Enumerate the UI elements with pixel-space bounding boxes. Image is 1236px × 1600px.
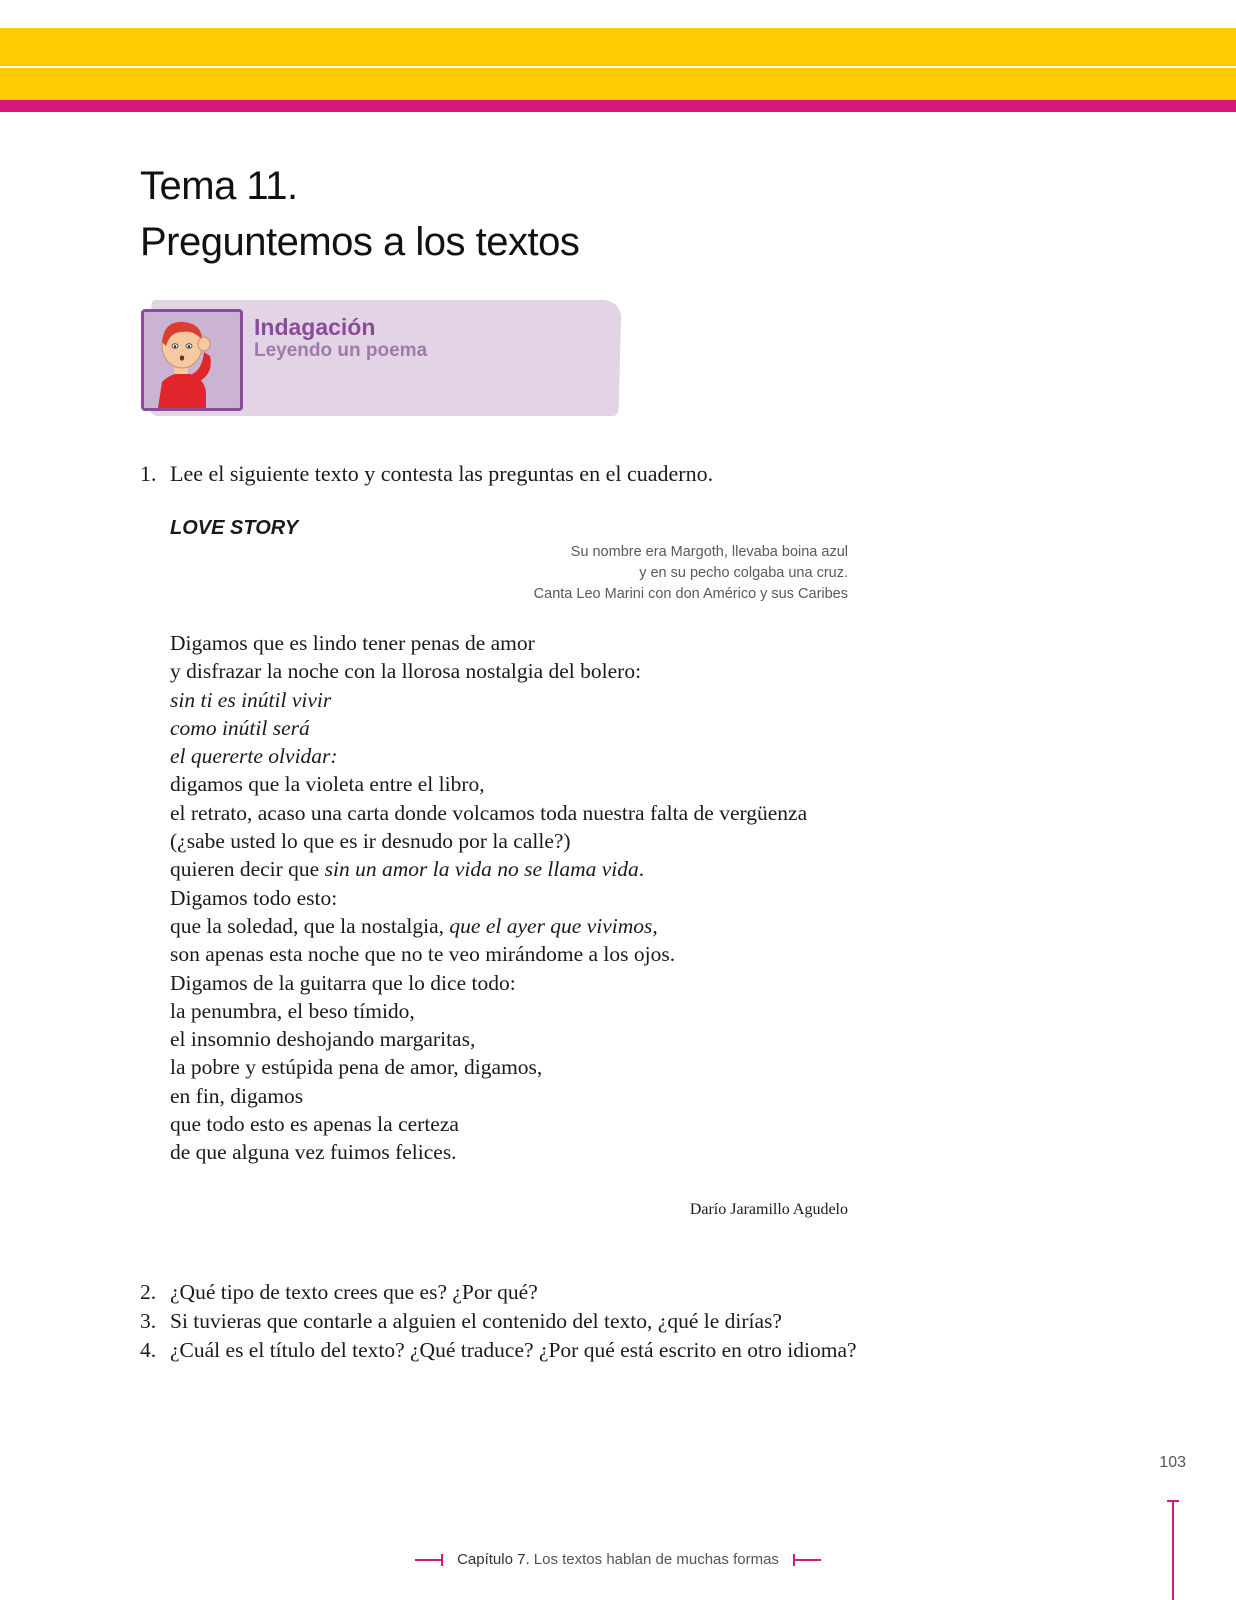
poem-line: la pobre y estúpida pena de amor, digamos, — [170, 1055, 543, 1080]
question-text: ¿Qué tipo de texto crees que es? ¿Por qué? — [170, 1280, 538, 1304]
poem-line: de que alguna vez fuimos felices. — [170, 1140, 457, 1165]
poem-line: (¿sabe usted lo que es ir desnudo por la calle?) — [170, 829, 571, 854]
poem-line: y disfrazar la noche con la llorosa nostalgia del bolero: — [170, 659, 642, 684]
title-line-1: Tema 11. — [140, 164, 298, 208]
footer-title: Los textos hablan de muchas formas — [529, 1551, 779, 1568]
footer-marker-left — [415, 1559, 443, 1561]
poem-line-part: quieren decir que — [170, 857, 325, 882]
thinking-boy-icon — [141, 309, 243, 411]
question-number: 1. — [140, 461, 157, 486]
question-1 — [140, 461, 713, 487]
poem-line-part: que la soledad, que la nostalgia, — [170, 913, 450, 938]
question-text: ¿Cuál es el título del texto? ¿Qué traduce? ¿Por qué está escrito en otro idioma? — [170, 1338, 857, 1362]
question-text: Lee el siguiente texto y contesta las preguntas en el cuaderno. — [170, 461, 714, 486]
epigraph-line: Canta Leo Marini con don Américo y sus Caribes — [533, 586, 848, 602]
poem-epigraph — [534, 542, 848, 605]
poem-line: Digamos todo esto: — [170, 885, 338, 910]
poem-line-italic-part: sin un amor la vida no se llama vida — [324, 857, 639, 882]
poem-author: Darío Jaramillo Agudelo — [689, 1201, 848, 1218]
poem-line: son apenas esta noche que no te veo mirándome a los ojos. — [170, 942, 676, 967]
poem-line: el retrato, acaso una carta donde volcamos toda nuestra falta de vergüenza — [170, 800, 808, 825]
poem-line: el insomnio deshojando margaritas, — [170, 1027, 476, 1052]
section-subtitle: Leyendo un poema — [254, 340, 428, 361]
poem-line: digamos que la violeta entre el libro, — [170, 772, 485, 797]
poem-line: el quererte olvidar: — [170, 744, 338, 769]
poem-line: Digamos de la guitarra que lo dice todo: — [170, 970, 516, 995]
question-list — [140, 1278, 857, 1365]
poem-title: LOVE STORY — [170, 517, 299, 539]
poem-line: como inútil será — [170, 715, 310, 740]
page-marker-line — [1172, 1500, 1174, 1600]
page-number: 103 — [1159, 1454, 1186, 1471]
question-item — [140, 1278, 857, 1307]
title-line-2: Preguntemos a los textos — [140, 220, 580, 264]
epigraph-line: y en su pecho colgaba una cruz. — [639, 565, 848, 581]
question-number: 2. — [140, 1280, 157, 1304]
poem-line: en fin, digamos — [170, 1083, 304, 1108]
page-title — [140, 158, 579, 270]
top-banner-magenta — [0, 100, 1236, 112]
footer-chapter: Capítulo 7. — [457, 1551, 530, 1568]
poem-line — [170, 855, 807, 883]
poem-line: la penumbra, el beso tímido, — [170, 998, 415, 1023]
poem-line: sin ti es inútil vivir — [170, 687, 332, 712]
question-number: 3. — [140, 1309, 157, 1333]
footer-marker-right — [793, 1559, 821, 1561]
section-title: Indagación — [254, 314, 376, 340]
epigraph-line: Su nombre era Margoth, llevaba boina azul — [570, 544, 848, 560]
poem-body — [170, 629, 807, 1167]
question-text: Si tuvieras que contarle a alguien el contenido del texto, ¿qué le dirías? — [170, 1309, 782, 1333]
poem-line: que todo esto es apenas la certeza — [170, 1112, 459, 1137]
question-number: 4. — [140, 1338, 157, 1362]
top-banner-yellow — [0, 28, 1236, 100]
question-item — [140, 1336, 857, 1365]
poem-line-italic-part: que el ayer que vivimos, — [449, 913, 658, 938]
poem-line-part: . — [638, 857, 645, 882]
poem-line: Digamos que es lindo tener penas de amor — [170, 631, 535, 655]
chapter-footer — [0, 1551, 1236, 1568]
question-item — [140, 1307, 857, 1336]
top-banner-divider — [0, 66, 1236, 68]
poem-line — [170, 912, 807, 940]
